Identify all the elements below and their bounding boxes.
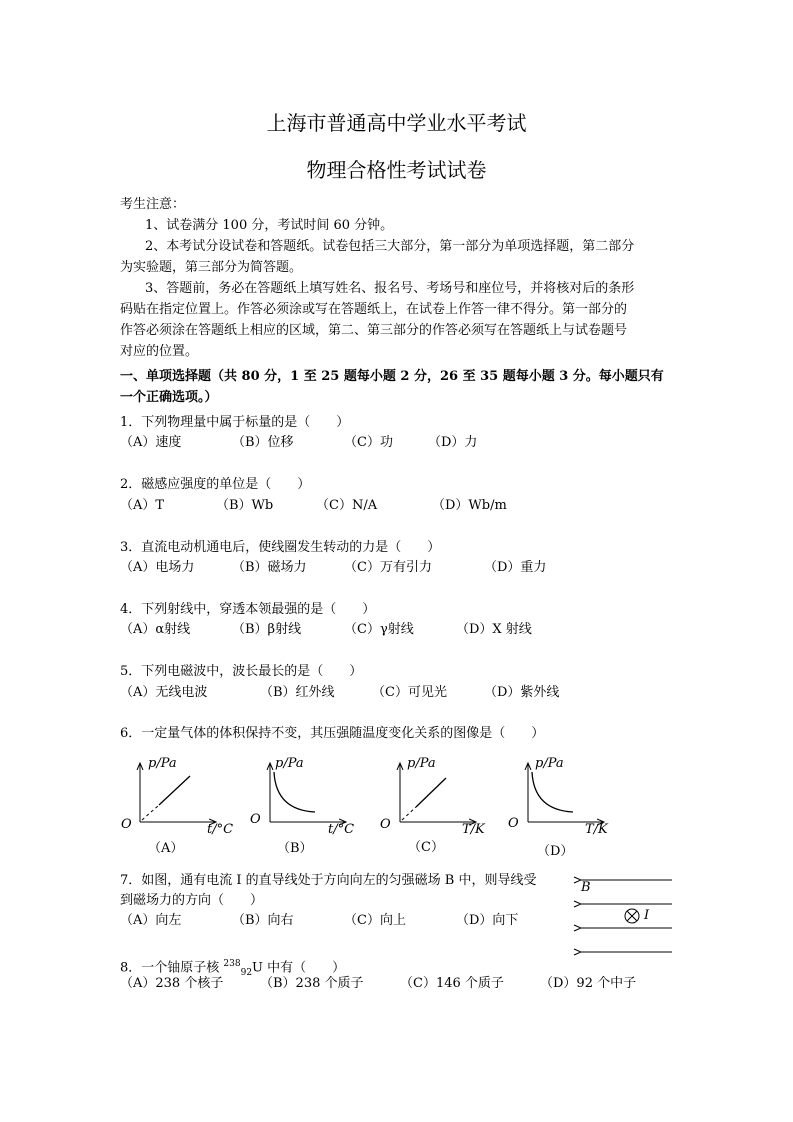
- option-a[interactable]: （A）电场力: [120, 560, 195, 575]
- option-a[interactable]: （A）无线电波: [120, 685, 208, 700]
- option-b[interactable]: （B）红外线: [260, 685, 335, 700]
- question-8-stem-suffix: 中有（ ）: [263, 960, 346, 976]
- option-d[interactable]: （D）向下: [456, 913, 519, 928]
- option-c[interactable]: （C）γ射线: [344, 622, 414, 637]
- section-heading-cont: 一个正确选项。）: [120, 390, 218, 405]
- current-into-page-icon: [625, 909, 639, 923]
- graph-a-xlabel: t/°C: [207, 822, 234, 837]
- notice-line: 1、试卷满分 100 分，考试时间 60 分钟。: [145, 218, 394, 233]
- option-a[interactable]: （A）238 个核子: [120, 976, 224, 991]
- question-6-stem: 6．一定量气体的体积保持不变，其压强随温度变化关系的图像是（ ）: [120, 726, 545, 741]
- option-d[interactable]: （D）紫外线: [484, 685, 560, 700]
- question-5-stem: 5．下列电磁波中，波长最长的是（ ）: [120, 664, 363, 679]
- option-c[interactable]: （C）向上: [344, 913, 406, 928]
- graph-c-xlabel: T/K: [462, 822, 485, 837]
- option-d[interactable]: （D）力: [428, 435, 478, 450]
- mass-number: 238: [223, 959, 241, 969]
- graph-c-axes: [390, 760, 490, 830]
- notice-line: 码贴在指定位置上。作答必须涂或写在答题纸上，在试卷上作答一律不得分。第一部分的: [120, 302, 628, 317]
- notice-line: 对应的位置。: [120, 344, 199, 359]
- option-b[interactable]: （B）Wb: [216, 498, 274, 513]
- option-b[interactable]: （B）磁场力: [232, 560, 307, 575]
- graph-d-caption: （D）: [537, 844, 574, 859]
- question-3-stem: 3．直流电动机通电后，使线圈发生转动的力是（ ）: [120, 540, 441, 555]
- current-label: I: [644, 908, 650, 923]
- graph-b-origin: O: [250, 812, 261, 827]
- graph-a-axes: [130, 760, 230, 830]
- graph-a-origin: O: [121, 817, 132, 832]
- exam-subtitle: 物理合格性考试试卷: [306, 158, 487, 182]
- graph-a-caption: （A）: [148, 841, 184, 856]
- question-8-stem-prefix: 8．一个铀原子核: [120, 960, 224, 976]
- graph-b-ylabel: p/Pa: [275, 756, 304, 771]
- atomic-number: 92: [240, 967, 253, 978]
- graph-b-caption: （B）: [277, 841, 313, 856]
- graph-b-xlabel: t/°C: [328, 822, 355, 837]
- graph-d-axes: [518, 760, 618, 830]
- notice-heading: 考生注意：: [120, 197, 186, 212]
- graph-c-ylabel: p/Pa: [407, 756, 436, 771]
- option-b[interactable]: （B）向右: [232, 913, 294, 928]
- graph-d-ylabel: p/Pa: [535, 756, 564, 771]
- option-d[interactable]: （D）重力: [484, 560, 547, 575]
- option-d[interactable]: （D）X 射线: [456, 622, 532, 637]
- option-a[interactable]: （A）向左: [120, 913, 182, 928]
- question-7-stem: 7．如图，通有电流 I 的直导线处于方向向左的匀强磁场 B 中，则导线受: [120, 873, 537, 888]
- option-c[interactable]: （C）146 个质子: [400, 976, 504, 991]
- element-symbol: U: [252, 960, 264, 976]
- question-7-stem-cont: 到磁场力的方向（ ）: [120, 893, 264, 908]
- option-b[interactable]: （B）β射线: [232, 622, 302, 637]
- notice-line: 3、答题前，务必在答题纸上填写姓名、报名号、考场号和座位号，并将核对后的条形: [145, 281, 635, 296]
- graph-c-origin: O: [380, 817, 391, 832]
- option-b[interactable]: （B）位移: [232, 435, 294, 450]
- option-d[interactable]: （D）92 个中子: [540, 976, 637, 991]
- question-2-stem: 2．磁感应强度的单位是（ ）: [120, 477, 311, 492]
- option-c[interactable]: （C）可见光: [372, 685, 447, 700]
- notice-line: 2、本考试分设试卷和答题纸。试卷包括三大部分，第一部分为单项选择题，第二部分: [145, 239, 635, 254]
- option-a[interactable]: （A）T: [120, 498, 165, 513]
- option-b[interactable]: （B）238 个质子: [260, 976, 364, 991]
- graph-c-caption: （C）: [408, 840, 444, 855]
- exam-title: 上海市普通高中学业水平考试: [266, 111, 527, 135]
- option-c[interactable]: （C）万有引力: [344, 560, 432, 575]
- question-1-stem: 1．下列物理量中属于标量的是（ ）: [120, 415, 350, 430]
- graph-d-origin: O: [508, 816, 519, 831]
- question-4-stem: 4．下列射线中，穿透本领最强的是（ ）: [120, 602, 376, 617]
- option-d[interactable]: （D）Wb/m: [432, 498, 507, 513]
- graph-d-xlabel: T/K: [585, 822, 608, 837]
- notice-line: 为实验题，第三部分为简答题。: [120, 260, 303, 275]
- field-label: B: [581, 880, 591, 895]
- option-c[interactable]: （C）功: [344, 435, 393, 450]
- option-c[interactable]: （C）N/A: [316, 498, 378, 513]
- section-heading: 一、单项选择题（共 80 分，1 至 25 题每小题 2 分，26 至 35 题每小题 3 分。每小题只有: [120, 369, 664, 384]
- notice-line: 作答必须涂在答题纸上相应的区域，第二、第三部分的作答必须写在答题纸上与试卷题号: [120, 323, 628, 338]
- graph-a-ylabel: p/Pa: [148, 756, 177, 771]
- option-a[interactable]: （A）α射线: [120, 622, 191, 637]
- option-a[interactable]: （A）速度: [120, 435, 182, 450]
